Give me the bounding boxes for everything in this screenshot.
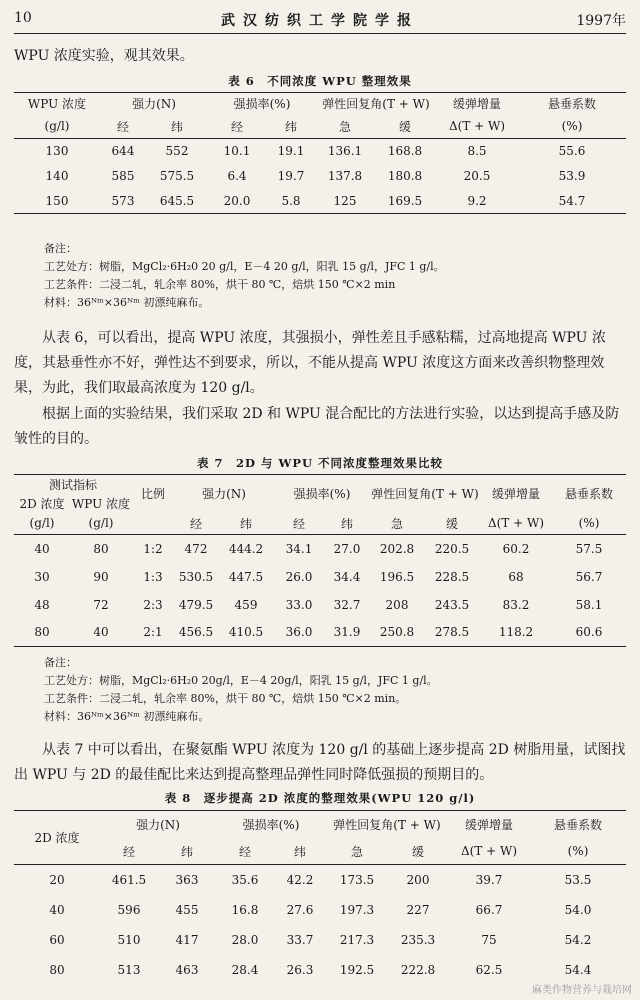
table-cell: 28.4 — [231, 962, 259, 977]
table-cell: 150 — [14, 189, 100, 214]
table-cell: 575.5 — [159, 169, 195, 183]
table-cell: 54.4 — [564, 962, 592, 977]
table-cell: 9.2 — [436, 189, 518, 214]
t7-h-weft: 纬 — [218, 513, 274, 535]
t6-h-conc-unit: (g/l) — [14, 115, 100, 139]
t8-h-weft: 纬 — [274, 839, 326, 865]
t8-h-incr: 缓弹增量 — [448, 811, 530, 839]
table-cell: 1:2 — [143, 541, 163, 556]
intro-line: WPU 浓度实验，观其效果。 — [14, 48, 194, 64]
table8-caption: 表 8 逐步提高 2D 浓度的整理效果(WPU 120 g/l) — [164, 791, 476, 805]
t7-h-warp: 经 — [174, 513, 218, 535]
table-cell: 16.8 — [231, 902, 259, 917]
table-cell: 80 — [14, 619, 70, 647]
table-cell: 32.7 — [333, 597, 361, 612]
table7-notes — [44, 654, 626, 726]
watermark-text: 麻类作物营养与栽培网 — [532, 985, 632, 996]
table-cell: 75 — [481, 932, 497, 947]
table-cell: 222.8 — [400, 962, 436, 977]
t8-h-recovery: 弹性回复角(T + W) — [326, 811, 448, 839]
note-line: 工艺条件：二浸二轧，轧余率 80%，烘干 80 ℃，焙烘 150 ℃×2 min。 — [44, 692, 407, 705]
t8-h-drape: 悬垂系数 — [530, 811, 626, 839]
t7-h-drape: 悬垂系数 — [552, 475, 626, 513]
table-row — [14, 563, 626, 591]
table-cell: 6.4 — [227, 169, 247, 183]
table-cell: 200 — [406, 872, 430, 887]
table-cell: 53.5 — [564, 872, 592, 887]
table-cell: 168.8 — [387, 144, 423, 159]
table-cell: 53.9 — [558, 169, 586, 183]
table-cell: 217.3 — [339, 932, 375, 947]
note-line: 工艺条件：二浸二轧，轧余率 80%，烘干 80 ℃，焙烘 150 ℃×2 min — [44, 278, 396, 291]
table-cell: 136.1 — [327, 144, 363, 159]
table-cell: 39.7 — [475, 872, 503, 887]
paragraph: 根据上面的实验结果，我们采取 2D 和 WPU 混合配比的方法进行实验，以达到提高手感及防皱性的目的。 — [14, 406, 620, 447]
table-cell: 20.0 — [208, 189, 266, 214]
table-cell: 19.7 — [277, 169, 305, 183]
table-cell: 227 — [406, 902, 430, 917]
t6-h-weft: 纬 — [146, 115, 208, 139]
t7-h-fast: 急 — [370, 513, 424, 535]
table-cell: 444.2 — [228, 541, 264, 556]
table-row — [14, 895, 626, 925]
t7-h-elong: 强损率(%) — [274, 475, 370, 513]
table-cell: 31.9 — [324, 619, 370, 647]
t8-h-drape-unit: (%) — [530, 839, 626, 865]
table-cell: 192.5 — [339, 962, 375, 977]
t6-h-incr: 缓弹增量 — [436, 93, 518, 115]
t7-h-incr-sub: Δ(T + W) — [480, 513, 552, 535]
table-row — [14, 535, 626, 563]
table-row — [14, 925, 626, 955]
table-cell: 20 — [49, 872, 65, 887]
table7-caption: 表 7 2D 与 WPU 不同浓度整理效果比较 — [196, 456, 444, 470]
table-cell: 140 — [45, 169, 69, 183]
table-cell: 235.3 — [400, 932, 436, 947]
t6-h-fast: 急 — [316, 115, 374, 139]
table-cell: 130 — [45, 144, 69, 159]
table-cell: 48 — [34, 597, 50, 612]
table-cell: 2:1 — [132, 619, 174, 647]
table-cell: 33.7 — [286, 932, 314, 947]
table-cell: 2:3 — [143, 597, 163, 612]
table-cell: 250.8 — [370, 619, 424, 647]
table-cell: 197.3 — [339, 902, 375, 917]
table-cell: 455 — [175, 902, 199, 917]
table7 — [14, 474, 626, 647]
table-cell: 243.5 — [434, 597, 470, 612]
table-cell: 410.5 — [218, 619, 274, 647]
table-cell: 68 — [508, 569, 524, 584]
t6-h-incr-sub: Δ(T + W) — [436, 115, 518, 139]
t7-h-strength: 强力(N) — [174, 475, 274, 513]
table-cell: 54.7 — [518, 189, 626, 214]
t7-h-recovery: 弹性回复角(T + W) — [370, 475, 480, 513]
table-cell: 196.5 — [379, 569, 415, 584]
table-row — [14, 189, 626, 214]
table-cell: 72 — [93, 597, 109, 612]
table-cell: 60.2 — [502, 541, 530, 556]
table-cell: 278.5 — [424, 619, 480, 647]
t7-h-test: 测试指标 — [14, 475, 132, 495]
t6-h-weft: 纬 — [266, 115, 316, 139]
t7-h-weft: 纬 — [324, 513, 370, 535]
table-cell: 57.5 — [575, 541, 603, 556]
table-cell: 34.4 — [333, 569, 361, 584]
t8-h-warp: 经 — [216, 839, 274, 865]
table-cell: 463 — [175, 962, 199, 977]
table-cell: 26.3 — [286, 962, 314, 977]
t8-h-weft: 纬 — [158, 839, 216, 865]
t6-h-slow: 缓 — [374, 115, 436, 139]
table-cell: 472 — [184, 541, 208, 556]
table-cell: 5.8 — [266, 189, 316, 214]
table-cell: 30 — [34, 569, 50, 584]
table-cell: 54.0 — [564, 902, 592, 917]
table-cell: 8.5 — [467, 144, 487, 159]
table-cell: 596 — [117, 902, 141, 917]
table-cell: 58.1 — [575, 597, 603, 612]
note-line: 材料：36ᴺᵐ×36ᴺᵐ 初漂纯麻布。 — [44, 710, 210, 723]
table-cell: 118.2 — [480, 619, 552, 647]
table-cell: 56.7 — [575, 569, 603, 584]
table-row — [14, 619, 626, 647]
table-cell: 573 — [100, 189, 146, 214]
table-cell: 513 — [117, 962, 141, 977]
table-cell: 19.1 — [277, 144, 305, 159]
table-cell: 461.5 — [111, 872, 147, 887]
t6-h-drape: 悬垂系数 — [518, 93, 626, 115]
table-cell: 80 — [93, 541, 109, 556]
t6-h-conc: WPU 浓度 — [14, 93, 100, 115]
table-row — [14, 164, 626, 189]
header-rule — [14, 33, 626, 34]
t8-h-slow: 缓 — [388, 839, 448, 865]
table-cell: 60 — [49, 932, 65, 947]
table-row — [14, 591, 626, 619]
t6-h-drape-unit: (%) — [518, 115, 626, 139]
table-cell: 173.5 — [339, 872, 375, 887]
table6 — [14, 92, 626, 214]
table-cell: 447.5 — [228, 569, 264, 584]
t7-h-warp: 经 — [274, 513, 324, 535]
table-cell: 60.6 — [552, 619, 626, 647]
page-number: 10 — [14, 10, 32, 26]
t7-h-ratio: 比例 — [132, 475, 174, 513]
table-cell: 585 — [111, 169, 135, 183]
table-cell: 66.7 — [475, 902, 503, 917]
table6-notes — [44, 240, 626, 312]
note-line: 工艺处方：树脂，MgCl₂·6H₂0 20g/l，E－4 20g/l，阳乳 15 g/l，JFC 1 g/l。 — [44, 674, 438, 687]
table-cell: 169.5 — [374, 189, 436, 214]
table-cell: 363 — [175, 872, 199, 887]
note-line: 备注： — [44, 242, 77, 255]
t6-h-elong: 强损率(%) — [208, 93, 316, 115]
t7-h-2d: 2D 浓度 — [19, 497, 65, 511]
table-cell: 80 — [49, 962, 65, 977]
table-cell: 90 — [93, 569, 109, 584]
table-cell: 137.8 — [327, 169, 363, 183]
table-cell: 510 — [117, 932, 141, 947]
t7-h-unit: (g/l) — [14, 513, 70, 535]
table-cell: 36.0 — [274, 619, 324, 647]
table-cell: 20.5 — [463, 169, 491, 183]
journal-name: 武汉纺织工学院学报 — [221, 13, 419, 29]
t7-h-slow: 缓 — [424, 513, 480, 535]
table-cell: 40 — [49, 902, 65, 917]
table-cell: 208 — [385, 597, 409, 612]
table-cell: 180.8 — [387, 169, 423, 183]
t6-h-recovery: 弹性回复角(T + W) — [316, 93, 436, 115]
table-cell: 228.5 — [434, 569, 470, 584]
table-cell: 40 — [70, 619, 132, 647]
table-cell: 530.5 — [178, 569, 214, 584]
t8-h-incr-sub: Δ(T + W) — [448, 839, 530, 865]
table-cell: 10.1 — [223, 144, 251, 159]
table-cell: 220.5 — [434, 541, 470, 556]
table-cell: 42.2 — [286, 872, 314, 887]
table-cell: 552 — [165, 144, 189, 159]
t7-h-incr: 缓弹增量 — [480, 475, 552, 513]
table-cell: 459 — [234, 597, 258, 612]
publication-year: 1997年 — [576, 13, 626, 29]
table-row — [14, 865, 626, 895]
t7-h-drape-unit: (%) — [552, 513, 626, 535]
t8-h-conc: 2D 浓度 — [14, 811, 100, 865]
table-cell: 202.8 — [379, 541, 415, 556]
t8-h-strength: 强力(N) — [100, 811, 216, 839]
table-cell: 417 — [175, 932, 199, 947]
table-cell: 27.0 — [333, 541, 361, 556]
table6-caption: 表 6 不同浓度 WPU 整理效果 — [228, 74, 412, 88]
table-cell: 34.1 — [285, 541, 313, 556]
t6-h-warp: 经 — [208, 115, 266, 139]
table-cell: 83.2 — [502, 597, 530, 612]
table-cell: 27.6 — [286, 902, 314, 917]
table-cell: 456.5 — [174, 619, 218, 647]
t8-h-elong: 强损率(%) — [216, 811, 326, 839]
table-cell: 55.6 — [558, 144, 586, 159]
table-row — [14, 139, 626, 164]
note-line: 备注： — [44, 656, 77, 669]
table-cell: 26.0 — [285, 569, 313, 584]
t6-h-strength: 强力(N) — [100, 93, 208, 115]
running-header — [14, 6, 626, 32]
table-cell: 125 — [316, 189, 374, 214]
paragraph: 从表 7 中可以看出，在聚氨酯 WPU 浓度为 120 g/l 的基础上逐步提高 2D 树脂用量，试图找出 WPU 与 2D 的最佳配比来达到提高整理品弹性同时降低强损的预期目的。 — [14, 742, 626, 783]
table-cell: 35.6 — [231, 872, 259, 887]
table-cell: 40 — [34, 541, 50, 556]
table8 — [14, 810, 626, 985]
t8-h-warp: 经 — [100, 839, 158, 865]
paragraph: 从表 6，可以看出，提高 WPU 浓度，其强损小，弹性差且手感粘糯，过高地提高 WPU 浓度，其悬垂性亦不好，弹性达不到要求，所以，不能从提高 WPU 浓度这方面来改善织物整理效果，为此，我们取最高浓度为 120 g/l。 — [14, 330, 606, 396]
note-line: 材料：36ᴺᵐ×36ᴺᵐ 初漂纯麻布。 — [44, 296, 210, 309]
t7-h-unit: (g/l) — [70, 513, 132, 535]
table-cell: 645.5 — [146, 189, 208, 214]
note-line: 工艺处方：树脂，MgCl₂·6H₂0 20 g/l，E－4 20 g/l，阳乳 15 g/l，JFC 1 g/l。 — [44, 260, 445, 273]
table-cell: 33.0 — [285, 597, 313, 612]
t8-h-fast: 急 — [326, 839, 388, 865]
t6-h-warp: 经 — [100, 115, 146, 139]
t7-h-wpu: WPU 浓度 — [71, 497, 131, 511]
table-cell: 644 — [111, 144, 135, 159]
table-cell: 28.0 — [231, 932, 259, 947]
table-cell: 54.2 — [564, 932, 592, 947]
table-cell: 479.5 — [178, 597, 214, 612]
table-cell: 62.5 — [475, 962, 503, 977]
table-row — [14, 955, 626, 985]
table-cell: 1:3 — [143, 569, 163, 584]
